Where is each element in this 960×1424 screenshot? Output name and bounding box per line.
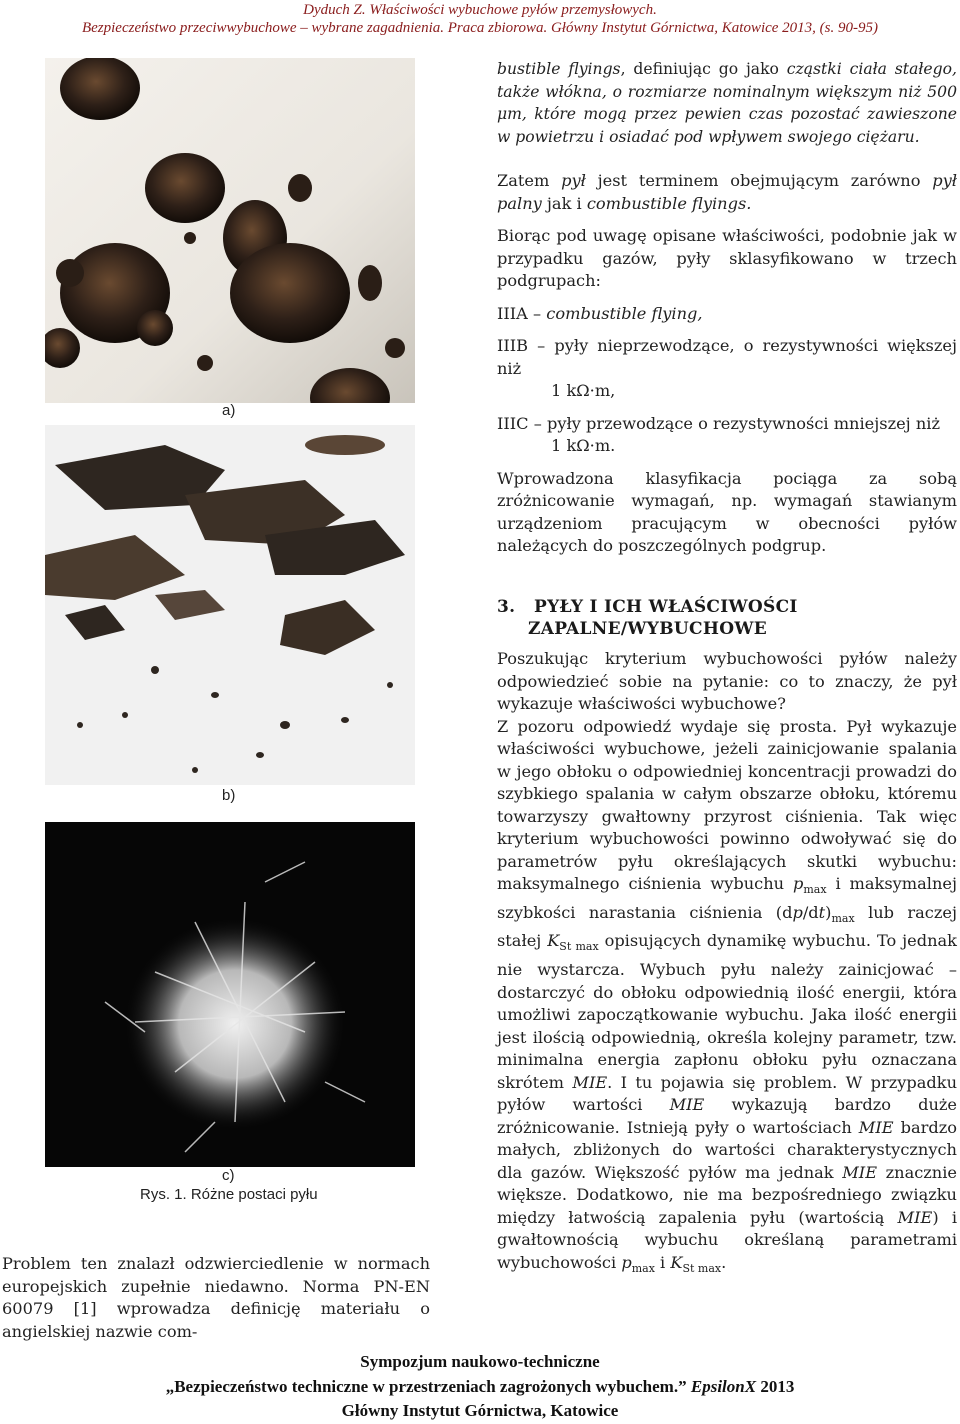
figure-photo-b xyxy=(45,425,415,785)
left-column-paragraph xyxy=(2,1253,430,1343)
explosivity-paragraph: Z pozoru odpowiedź wydaje się prosta. Pył wykazuje właściwości wybuchowe, jeżeli zainicjowanie spalania w jego obłoku o odpowiedniej koncentracji prowadzi do szybkiego spalania w całym obszarze obłoku, któremu towarzyszy gwałtowny przyrost ciśnienia. Tak więc kryterium wybuchowości powinno odwoływać się do parametrów pyłu określających skutki wybuchu: maksymalnego ciśnienia wybuchu $p_{max}$ i maksymalnej szybkości narastania ciśnienia $(dp/dt)_{max}$ lub raczej stałej $K_{St max}$ opisujących dynamikę wybuchu. To jednak nie wystarcza. Wybuch pyłu należy zainicjować – dostarczyć do obłoku odpowiednią ilość energii, która umożliwi zapoczątkowanie wybuchu. Jaka ilość energii jest ilością odpowiednią, określa kolejny parametr, tzw. minimalna energia zapłonu obłoku pyłu oznaczana skrótem MIE. I tu pojawia się problem. W przypadku pyłów wartości MIE wykazują bardzo duże zróżnicowanie. Istnieją pyły o wartościach MIE bardzo małych, zbliżonych do wartości charakterystycznych dla gazów. Większość pyłów ma jednak MIE znacznie większe. Dodatkowo, nie ma bezpośredniego związku między łatwością zapalenia pyłu (wartością MIE) i gwałtownością wybuchu określaną parametrami wybuchowości $p_{max}$ i $K_{St max}$. xyxy=(497,716,957,1275)
figure-label-b: b) xyxy=(222,787,236,804)
figure-label-c: c) xyxy=(222,1167,235,1184)
list-item-iiib: IIIB – pyły nieprzewodzące, o rezystywności większej niż xyxy=(497,336,957,378)
question-paragraph: Poszukując kryterium wybuchowości pyłów należy odpowiedzieć sobie na pytanie: co to znaczy, że pył wykazuje właściwości wybuchowe? xyxy=(497,649,957,713)
section-heading-line1: 3. PYŁY I ICH WŁAŚCIWOŚCI xyxy=(497,597,798,617)
footer-institute: Główny Instytut Górnictwa, Katowice xyxy=(341,1401,619,1420)
list-item-iiic: IIIC – pyły przewodzące o rezystywności mniejszej niż xyxy=(497,413,940,433)
figure-caption: Rys. 1. Różne postaci pyłu xyxy=(140,1186,318,1203)
section-heading xyxy=(497,596,957,640)
figure-photo-a xyxy=(45,58,415,403)
footer-symposium: Sympozjum naukowo-techniczne xyxy=(360,1352,600,1371)
classification-consequence: Wprowadzona klasyfikacja pociąga za sobą zróżnicowanie wymagań, np. wymagań stawianym urządzeniom pracującym w obecności pyłów należących do poszczególnych podgrup. xyxy=(497,468,957,555)
footer-event-title: „Bezpieczeństwo techniczne w przestrzeniach zagrożonych wybuchem.” EpsilonX 2013 xyxy=(165,1377,795,1396)
section-heading-line2: ZAPALNE/WYBUCHOWE xyxy=(528,619,767,639)
list-item-iiia: IIIA – combustible flying, xyxy=(497,303,703,323)
list-item-iiib-cont: 1 kΩ·m, xyxy=(551,381,616,400)
dust-term-paragraph: Zatem pył jest terminem obejmującym zarówno pył palny jak i combustible flyings. xyxy=(497,171,957,213)
section-body xyxy=(497,648,957,1280)
figure-photo-c xyxy=(45,822,415,1167)
running-header-source: Bezpieczeństwo przeciwwybuchowe – wybrane zagadnienia. Praca zbiorowa. Główny Instytut Górnictwa, Katowice 2013, (s. 90-95) xyxy=(81,20,879,36)
left-paragraph-text: Problem ten znalazł odzwierciedlenie w normach europejskich zupełnie niedawno. Norma PN-EN 60079 [1] wprowadza definicję materiału o angielskiej nazwie com- xyxy=(2,1254,430,1341)
right-column xyxy=(497,58,957,558)
running-header-title: Dyduch Z. Właściwości wybuchowe pyłów przemysłowych. xyxy=(303,2,657,18)
classification-intro: Biorąc pod uwagę opisane właściwości, podobnie jak w przypadku gazów, pyły sklasyfikowano w trzech podgrupach: xyxy=(497,226,957,290)
list-item-iiic-cont: 1 kΩ·m. xyxy=(551,436,616,455)
definition-paragraph: bustible flyings, definiując go jako cząstki ciała stałego, także włókna, o rozmiarze nominalnym większym niż 500 μm, które mogą przez pewien czas pozostać zawieszone w powietrzu i osiadać pod wpływem swojego ciężaru. xyxy=(497,60,957,146)
figure-label-a: a) xyxy=(222,402,236,419)
